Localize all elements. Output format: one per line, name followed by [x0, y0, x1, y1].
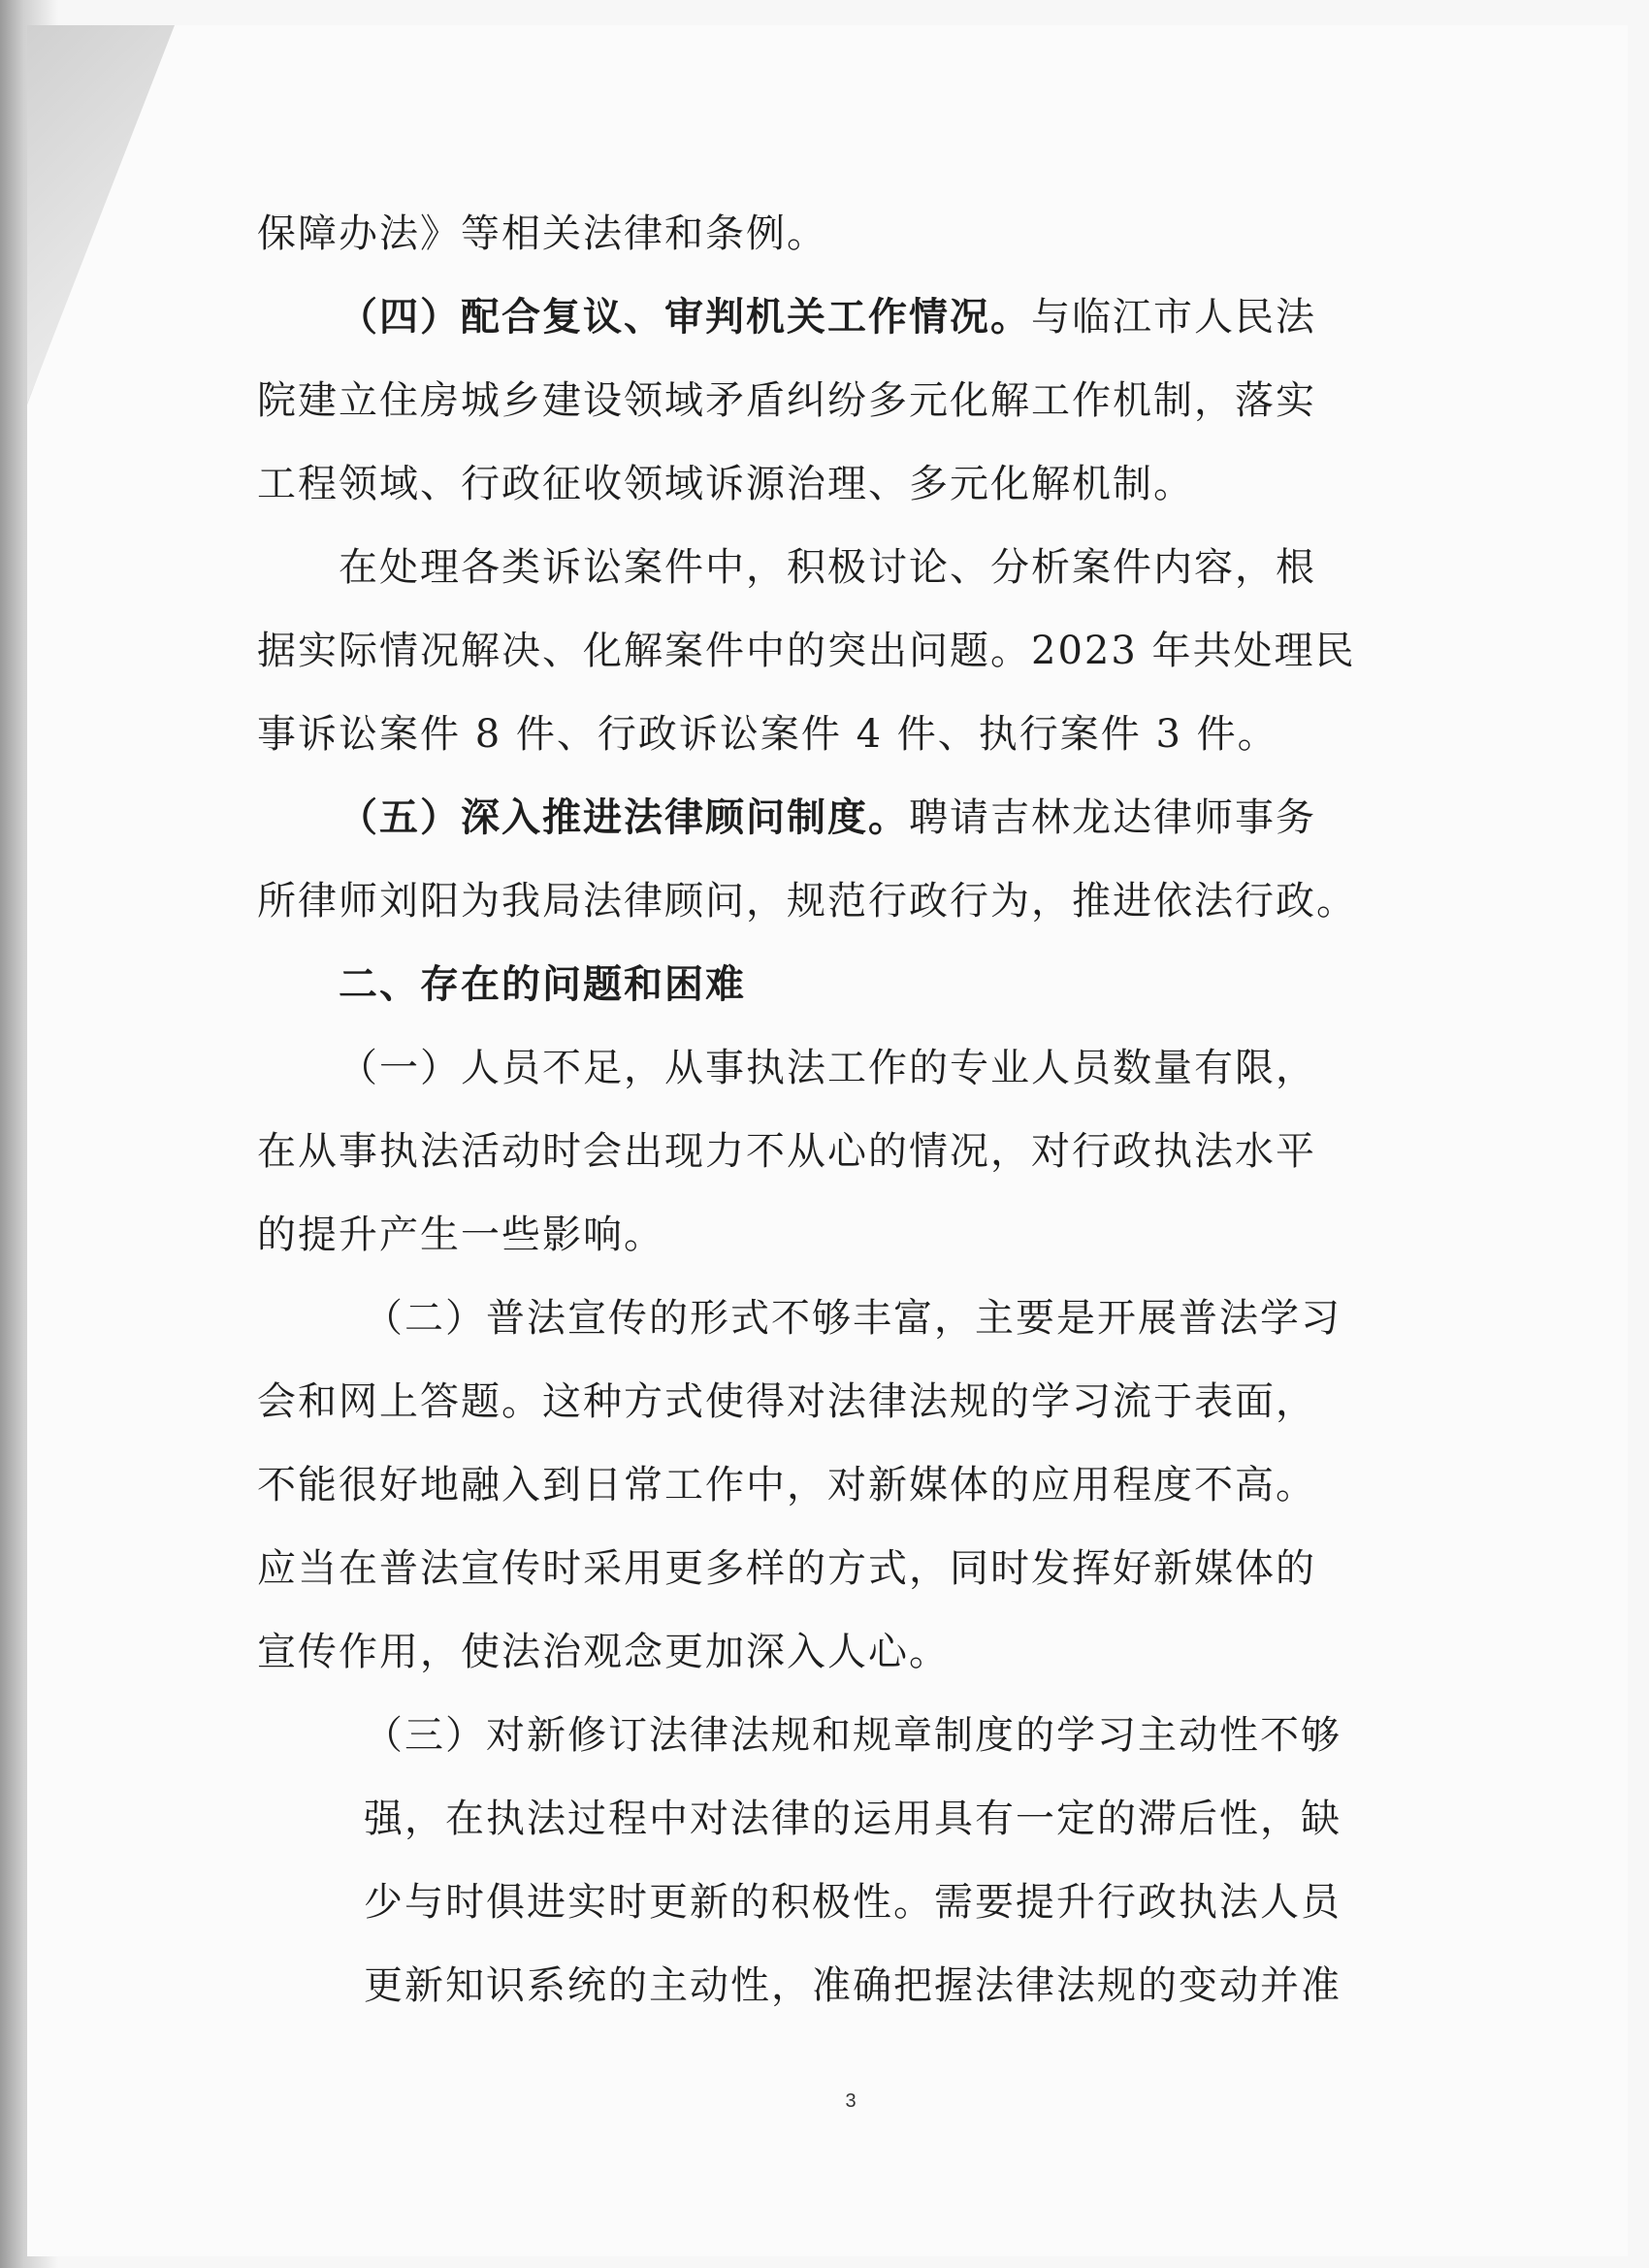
text-line	[257, 776, 1402, 859]
page-number: 3	[845, 2090, 857, 2112]
text-line: 应当在普法宣传时采用更多样的方式，同时发挥好新媒体的	[257, 1546, 1316, 1591]
document-body	[257, 192, 1402, 2027]
text-line: 院建立住房城乡建设领域矛盾纠纷多元化解工作机制，落实	[257, 378, 1316, 423]
text-line: 会和网上答题。这种方式使得对法律法规的学习流于表面，	[257, 1379, 1316, 1424]
text-line: 事诉讼案件 8 件、行政诉讼案件 4 件、执行案件 3 件。	[257, 712, 1278, 757]
text-line: （一）人员不足，从事执法工作的专业人员数量有限，	[339, 1046, 1316, 1090]
text-line: 在处理各类诉讼案件中，积极讨论、分析案件内容，根	[339, 545, 1316, 590]
text-line: 工程领域、行政征收领域诉源治理、多元化解机制。	[257, 462, 1194, 506]
text-line: 所律师刘阳为我局法律顾问，规范行政行为，推进依法行政。	[257, 879, 1357, 923]
text-run: 聘请吉林龙达律师事务	[909, 795, 1316, 840]
text-line: 的提升产生一些影响。	[257, 1213, 664, 1257]
text-line: 更新知识系统的主动性，准确把握法律法规的变动并准	[364, 1963, 1342, 2008]
text-line: 强，在执法过程中对法律的运用具有一定的滞后性，缺	[364, 1797, 1342, 1841]
text-line: （二）普法宣传的形式不够丰富，主要是开展普法学习	[364, 1296, 1342, 1341]
text-line: 保障办法》等相关法律和条例。	[257, 211, 827, 256]
text-run: 与临江市人民法	[1031, 295, 1316, 340]
section-heading: （五）深入推进法律顾问制度。	[339, 794, 909, 840]
text-line: 少与时俱进实时更新的积极性。需要提升行政执法人员	[364, 1880, 1342, 1925]
text-line: 据实际情况解决、化解案件中的突出问题。2023 年共处理民	[257, 629, 1356, 673]
text-line: （三）对新修订法律法规和规章制度的学习主动性不够	[364, 1713, 1342, 1758]
text-line: 在从事执法活动时会出现力不从心的情况，对行政执法水平	[257, 1129, 1316, 1174]
text-line	[257, 275, 1402, 359]
chapter-heading: 二、存在的问题和困难	[339, 962, 746, 1007]
text-line: 不能很好地融入到日常工作中，对新媒体的应用程度不高。	[257, 1463, 1316, 1507]
text-line: 宣传作用，使法治观念更加深入人心。	[257, 1630, 950, 1674]
section-heading: （四）配合复议、审判机关工作情况。	[339, 294, 1031, 340]
